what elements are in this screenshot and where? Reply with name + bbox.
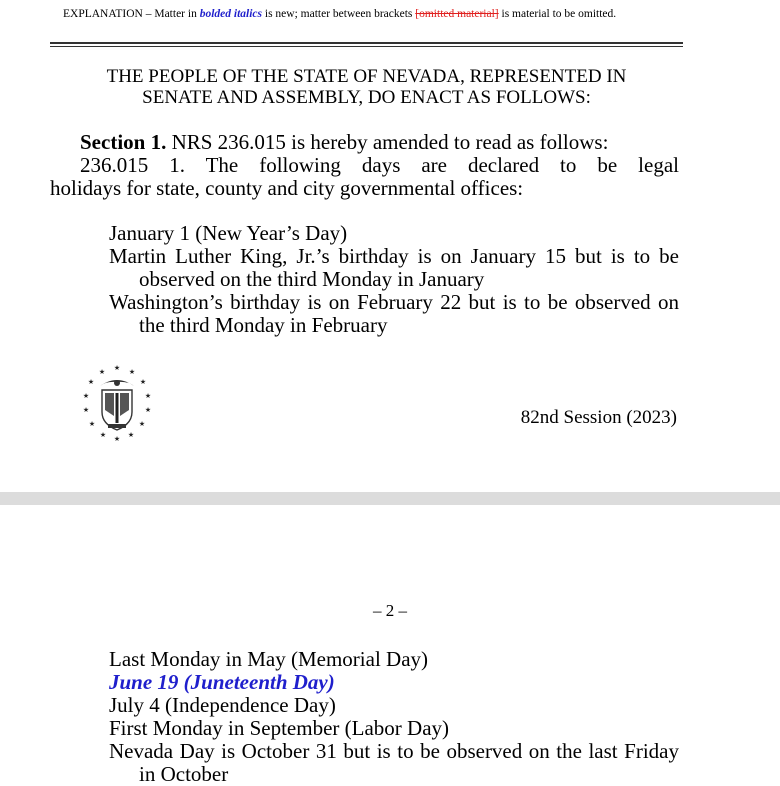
explanation-note [63, 8, 616, 20]
header-rule-top [50, 42, 683, 44]
explanation-omitted-sample: [omitted material] [415, 8, 499, 20]
nevada-seal-icon [78, 364, 156, 442]
holiday-item: July 4 (Independence Day) [109, 693, 336, 717]
enacting-clause [50, 66, 683, 108]
svg-text:★: ★ [99, 431, 107, 439]
holiday-item: Washington’s birthday is on February 22 but is to be observed on the third Monday in February [109, 290, 679, 337]
svg-text:★: ★ [88, 420, 96, 428]
explanation-prefix: EXPLANATION – Matter in [63, 8, 200, 20]
holiday-item: January 1 (New Year’s Day) [109, 221, 348, 245]
enacting-clause-line1: THE PEOPLE OF THE STATE OF NEVADA, REPRESENTED IN [106, 66, 627, 87]
svg-text:★: ★ [144, 406, 152, 414]
holiday-item-new: June 19 (Juneteenth Day) [109, 670, 335, 694]
holiday-list-page1 [109, 222, 679, 337]
svg-text:★: ★ [127, 431, 135, 439]
svg-text:★: ★ [128, 368, 136, 376]
section-label: Section 1. [80, 130, 167, 154]
svg-text:★: ★ [82, 406, 90, 414]
section-heading [80, 130, 608, 155]
svg-text:★: ★ [139, 378, 147, 386]
holiday-item: Nevada Day is October 31 but is to be observed on the last Friday in October [109, 739, 679, 786]
svg-text:★: ★ [138, 420, 146, 428]
svg-text:★: ★ [98, 368, 106, 376]
session-label: 82nd Session (2023) [520, 407, 677, 428]
section-text: NRS 236.015 is hereby amended to read as follows: [166, 130, 609, 154]
svg-text:★: ★ [82, 392, 90, 400]
explanation-suffix: is material to be omitted. [498, 8, 617, 20]
enacting-clause-line2: SENATE AND ASSEMBLY, DO ENACT AS FOLLOWS: [142, 87, 591, 108]
svg-text:★: ★ [113, 435, 121, 442]
svg-text:★: ★ [113, 364, 121, 372]
holiday-list-page2 [109, 648, 679, 786]
svg-text:★: ★ [144, 392, 152, 400]
explanation-mid: is new; matter between brackets [262, 8, 416, 20]
section-subsection-line1: 236.015 1. The following days are declared to be legal [80, 153, 679, 177]
header-rule-bottom [50, 46, 683, 47]
svg-text:★: ★ [87, 378, 95, 386]
page-number: – 2 – [373, 601, 407, 620]
holiday-item: Last Monday in May (Memorial Day) [109, 647, 429, 671]
holiday-item: Martin Luther King, Jr.’s birthday is on January 15 but is to be observed on the third Monday in January [109, 244, 679, 291]
page-2 [0, 505, 780, 786]
section-subsection-line2: holidays for state, county and city governmental offices: [50, 176, 524, 200]
explanation-new-sample: bolded italics [199, 8, 262, 20]
holiday-item: First Monday in September (Labor Day) [109, 716, 450, 740]
page-separator [0, 492, 780, 505]
